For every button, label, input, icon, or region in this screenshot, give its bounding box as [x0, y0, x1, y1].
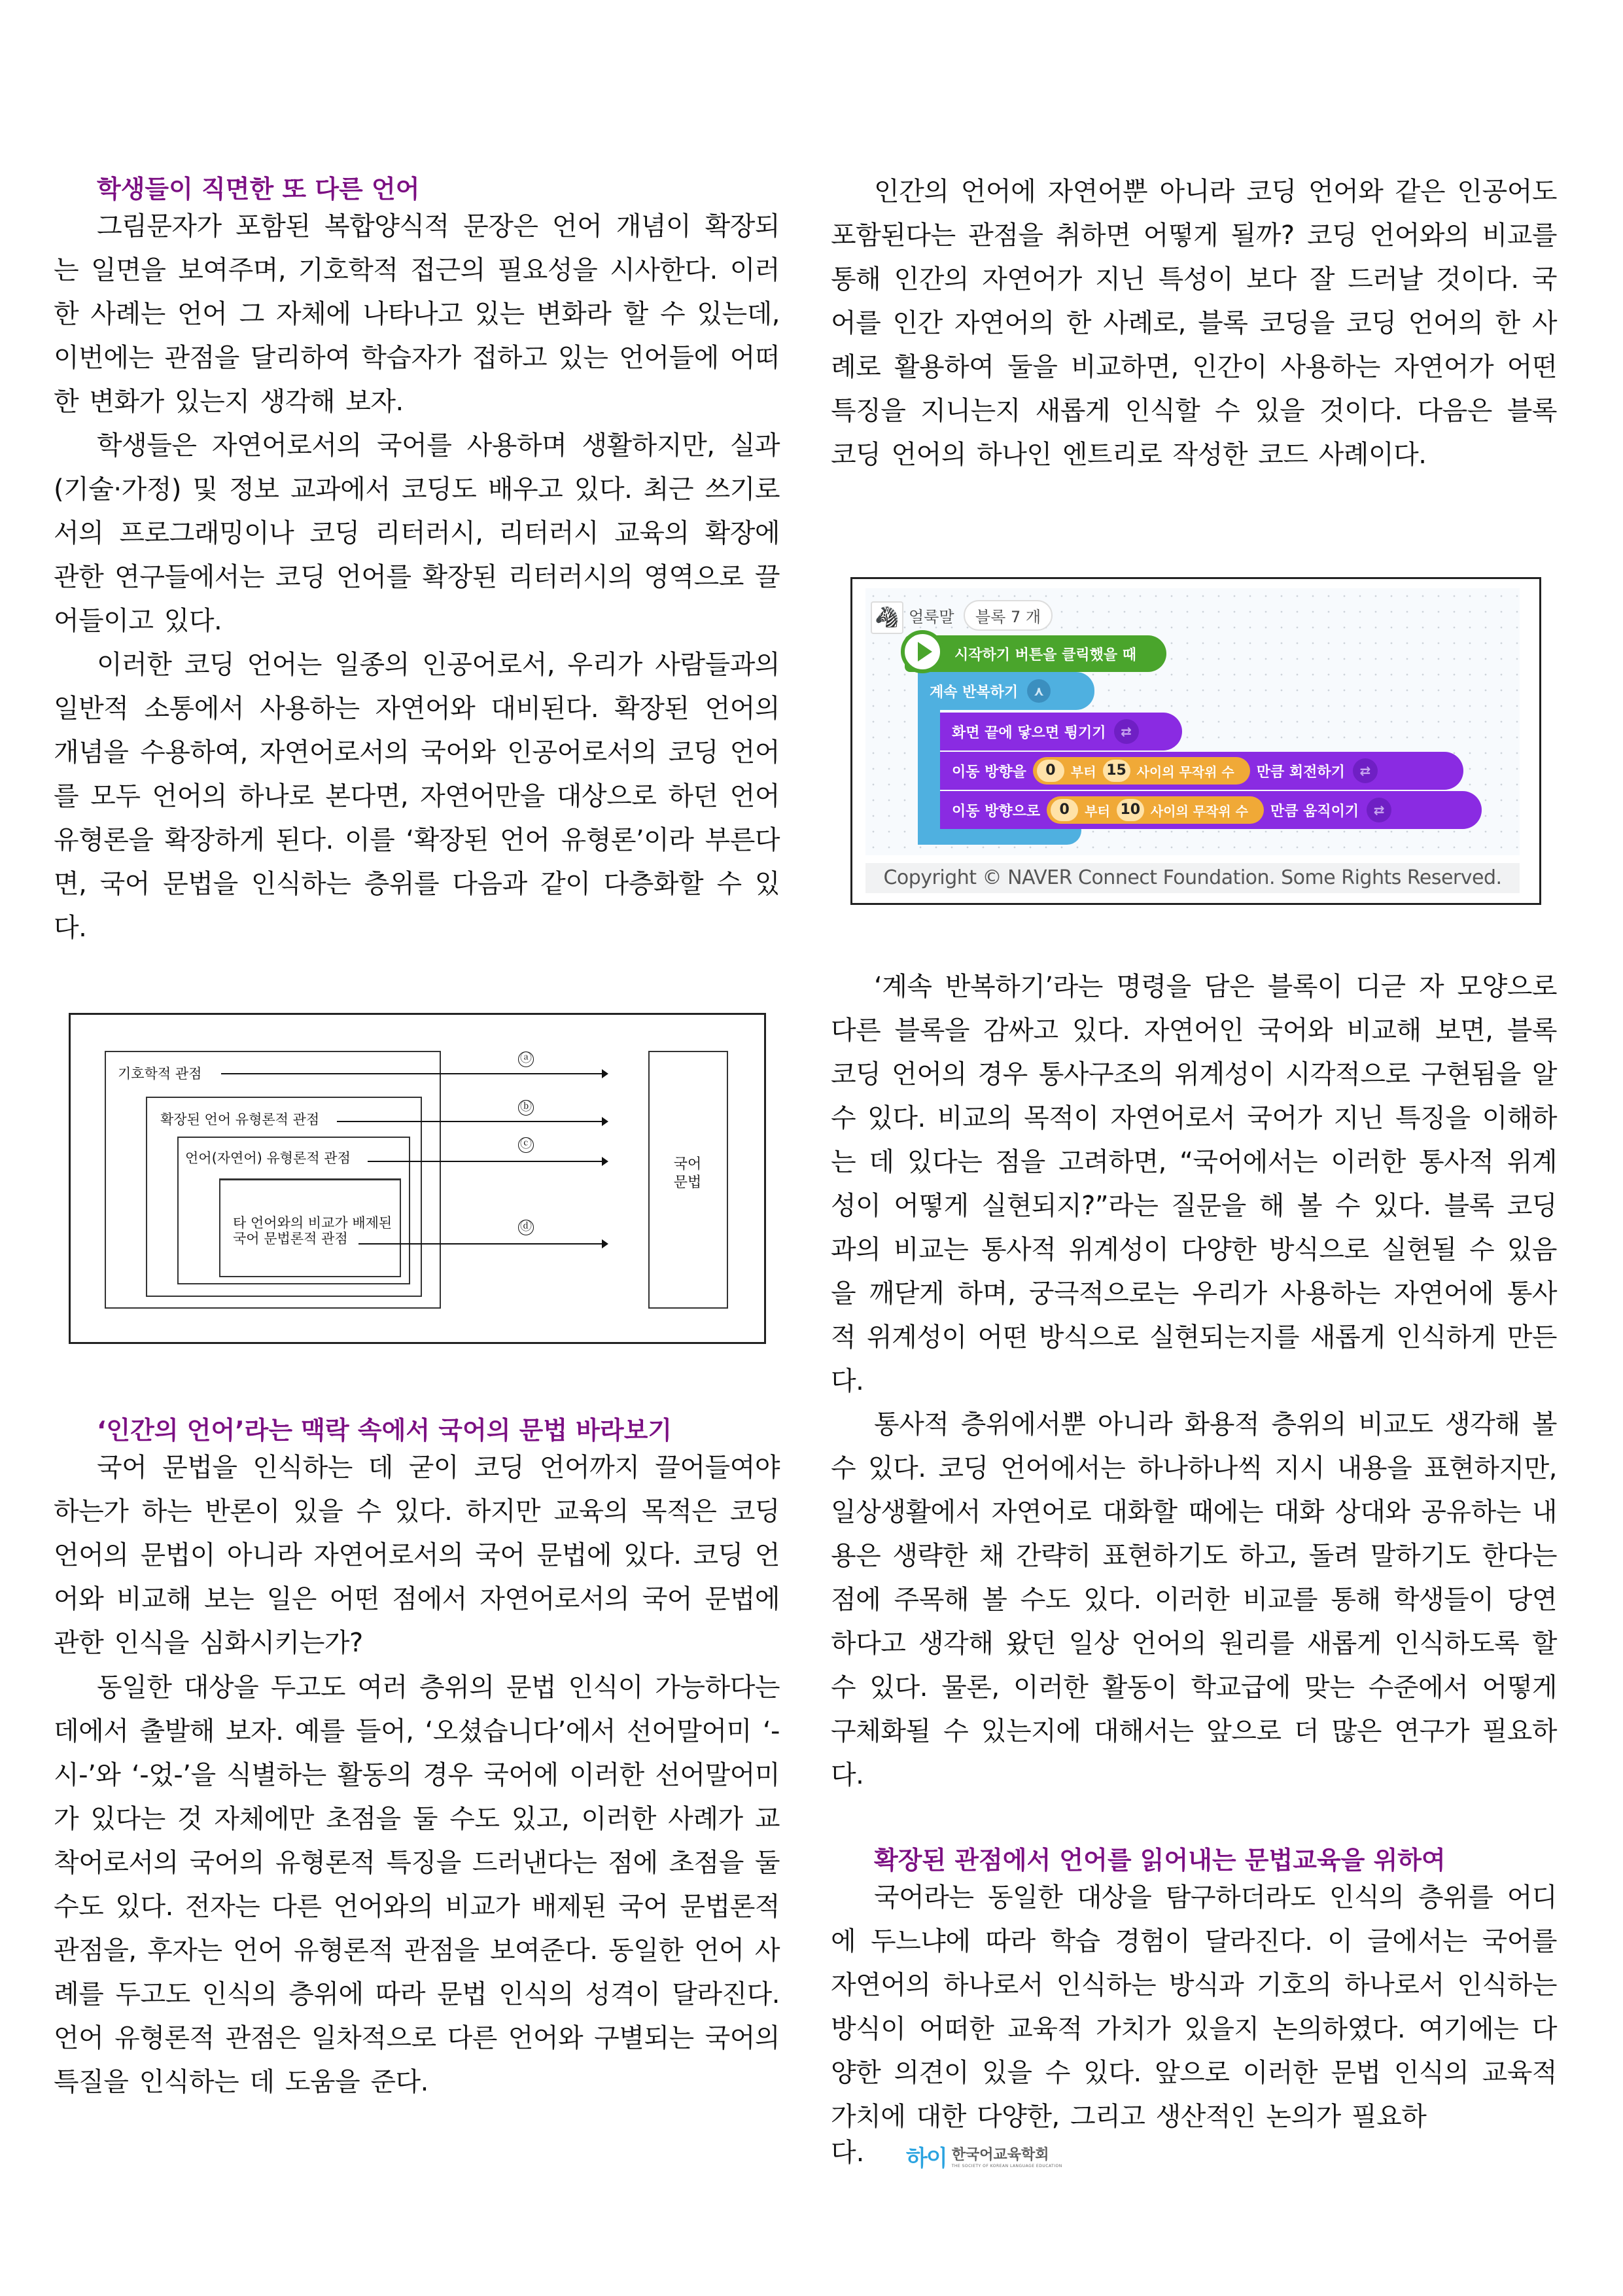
paragraph: 그림문자가 포함된 복합양식적 문장은 언어 개념이 확장되는 일면을 보여주며, 기호학적 접근의 필요성을 시사한다. 이러한 사례는 언어 그 자체에 나타나고 있는 변화라 할 수 있는데, 이번에는 관점을 달리하여 학습자가 접하고 있는 언어들에 어떠한 변화가 있는지 생각해 보자. — [54, 211, 780, 417]
layer-label-extended-typology: 확장된 언어 유형론적 관점 — [160, 1112, 320, 1127]
section-heading-human-language-context: ‘인간의 언어’라는 맥락 속에서 국어의 문법 바라보기 — [97, 1416, 672, 1445]
paragraph: 국어 문법을 인식하는 데 굳이 코딩 언어까지 끌어들여야 하는가 하는 반론이 있을 수 있다. 하지만 교육의 목적은 코딩 언어의 문법이 아니라 자연어로서의 국어 문법에 있다. 코딩 언어와 비교해 보는 일은 어떤 점에서 자연어로서의 국어 문법에 관한 인식을 심화시키는가? — [54, 1453, 780, 1658]
copyright-notice: Copyright © NAVER Connect Foundation. Some Rights Reserved. — [865, 863, 1520, 893]
paragraph-tail: 다. — [831, 2138, 865, 2168]
random-number-operator — [1033, 757, 1250, 785]
random-to-value: 15 — [1103, 760, 1130, 782]
arrow-a — [221, 1073, 606, 1074]
zebra-sprite-icon: 🦓 — [871, 601, 903, 634]
society-name-english: THE SOCIETY OF KOREAN LANGUAGE EDUCATION — [951, 2164, 1062, 2168]
when-start-clicked-block — [905, 635, 1166, 672]
paragraph: 국어라는 동일한 대상을 탐구하더라도 인식의 층위를 어디에 두느냐에 따라 학습 경험이 달라진다. 이 글에서는 국어를 자연어의 하나로서 인식하는 방식과 기호의 하나로서 인식하는 방식이 어떠한 교육적 가치가 있을지 논의하였다. 여기에는 다양한 의견이 있을 수 있다. 앞으로 이러한 문법 인식의 교육적 가치에 대한 다양한, 그리고 생산적인 논의가 필요하 — [831, 1882, 1557, 2132]
paragraph: 통사적 층위에서뿐 아니라 화용적 층위의 비교도 생각해 볼 수 있다. 코딩 언어에서는 하나하나씩 지시 내용을 표현하지만, 일상생활에서 자연어로 대화할 때에는 대화 상대와 공유하는 내용은 생략한 채 간략히 표현하기도 하고, 돌려 말하기도 한다는 점에 주목해 볼 수도 있다. 이러한 비교를 통해 학생들이 당연하다고 생각해 왔던 일상 언어의 원리를 새롭게 인식하도록 할 수 있다. 물론, 이러한 활동이 학교급에 맞는 수준에서 어떻게 구체화될 수 있는지에 대해서는 앞으로 더 많은 연구가 필요하다. — [831, 1409, 1557, 1790]
arrow-label-d: ⓓ — [518, 1220, 534, 1235]
move-random-block — [940, 791, 1482, 829]
turn-prefix: 이동 방향을 — [952, 764, 1026, 781]
target-label-line2: 문법 — [673, 1174, 702, 1191]
section-heading-students-languages: 학생들이 직면한 또 다른 언어 — [97, 175, 420, 203]
flow-icon: ⋏ — [1027, 679, 1051, 703]
paragraph: 학생들은 자연어로서의 국어를 사용하며 생활하지만, 실과(기술·가정) 및 정보 교과에서 코딩도 배우고 있다. 최근 쓰기로서의 프로그래밍이나 코딩 리터러시, 리터러시 교육의 확장에 관한 연구들에서는 코딩 언어를 확장된 리터러시의 영역으로 끌어들이고 있다. — [54, 431, 780, 636]
random-from-value: 0 — [1037, 760, 1064, 782]
from-label: 부터 — [1085, 803, 1110, 819]
sprite-name: 얼룩말 — [909, 608, 954, 626]
arrow-label-c: ⓒ — [518, 1137, 534, 1153]
society-logo-mark-icon: 하이 — [906, 2145, 947, 2172]
block-count-badge: 블록 7 개 — [964, 600, 1053, 631]
bounce-block-label: 화면 끝에 닿으면 튕기기 — [952, 724, 1106, 741]
random-to-value: 10 — [1117, 799, 1144, 821]
layer-label-grammar-only-1: 타 언어와의 비교가 배제된 — [233, 1215, 393, 1231]
move-suffix: 만큼 움직이기 — [1270, 803, 1359, 820]
loop-forever-label: 계속 반복하기 — [930, 684, 1019, 701]
layer-label-semiotic: 기호학적 관점 — [118, 1066, 202, 1082]
random-from-value: 0 — [1051, 799, 1078, 821]
arrow-c — [368, 1161, 606, 1162]
start-block-label: 시작하기 버튼을 클릭했을 때 — [954, 646, 1137, 663]
motion-swap-icon: ⇄ — [1367, 798, 1391, 822]
rotate-random-block — [940, 752, 1463, 790]
layer-label-natural-typology: 언어(자연어) 유형론적 관점 — [185, 1150, 351, 1166]
arrow-d — [358, 1243, 606, 1245]
society-name-korean: 한국어교육학회 — [951, 2147, 1049, 2163]
loop-forever-block — [918, 672, 1094, 710]
entry-code-figure — [850, 577, 1541, 905]
paragraph: 동일한 대상을 두고도 여러 층위의 문법 인식이 가능하다는 데에서 출발해 보자. 예를 들어, ‘오셨습니다’에서 선어말어미 ‘-시-’와 ‘-었-’을 식별하는 활동의 경우 국어에 이러한 선어말어미가 있다는 것 자체에만 초점을 둘 수도 있고, 이러한 사례가 교착어로서의 국어의 유형론적 특징을 드러낸다는 점에 초점을 둘 수도 있다. 전자는 다른 언어와의 비교가 배제된 국어 문법론적 관점을, 후자는 언어 유형론적 관점을 보여준다. 동일한 언어 사례를 두고도 인식의 층위에 따라 문법 인식의 성격이 달라진다. 언어 유형론적 관점은 일차적으로 다른 언어와 구별되는 국어의 특질을 인식하는 데 도움을 준다. — [54, 1672, 780, 2097]
turn-suffix: 만큼 회전하기 — [1256, 764, 1345, 781]
bounce-on-edge-block — [940, 713, 1182, 751]
arrow-label-b: ⓑ — [518, 1100, 534, 1116]
play-icon — [901, 630, 944, 673]
paragraph: ‘계속 반복하기’라는 명령을 담은 블록이 디귿 자 모양으로 다른 블록을 감싸고 있다. 자연어인 국어와 비교해 보면, 블록 코딩 언어의 경우 통사구조의 위계성이 시각적으로 구현됨을 알 수 있다. 비교의 목적이 자연어로서 국어가 지닌 특징을 이해하는 데 있다는 점을 고려하면, “국어에서는 이러한 통사적 위계성이 어떻게 실현되지?”라는 질문을 해 볼 수 있다. 블록 코딩과의 비교는 통사적 위계성이 다양한 방식으로 실현될 수 있음을 깨닫게 하며, 궁극적으로는 우리가 사용하는 자연어에 통사적 위계성이 어떤 방식으로 실현되는지를 새롭게 인식하게 만든다. — [831, 972, 1557, 1396]
from-label: 부터 — [1070, 764, 1096, 780]
random-label: 사이의 무작위 수 — [1136, 764, 1234, 780]
code-canvas — [865, 588, 1520, 855]
move-prefix: 이동 방향으로 — [952, 803, 1041, 820]
section-heading-extended-perspective: 확장된 관점에서 언어를 읽어내는 문법교육을 위하여 — [874, 1846, 1446, 1875]
paragraph: 인간의 언어에 자연어뿐 아니라 코딩 언어와 같은 인공어도 포함된다는 관점을 취하면 어떻게 될까? 코딩 언어와의 비교를 통해 인간의 자연어가 지닌 특성이 보다 잘 드러날 것이다. 국어를 인간 자연어의 한 사례로, 블록 코딩을 코딩 언어의 한 사례로 활용하여 둘을 비교하면, 인간이 사용하는 자연어가 어떤 특징을 지니는지 새롭게 인식할 수 있을 것이다. 다음은 블록 코딩 언어의 하나인 엔트리로 작성한 코드 사례이다. — [831, 177, 1557, 470]
random-number-operator — [1047, 796, 1264, 824]
target-label-line1: 국어 — [673, 1156, 702, 1173]
motion-swap-icon: ⇄ — [1353, 758, 1378, 783]
arrow-label-a: ⓐ — [518, 1051, 534, 1067]
motion-swap-icon: ⇄ — [1114, 719, 1139, 744]
random-label: 사이의 무작위 수 — [1150, 803, 1248, 819]
layer-label-grammar-only-2: 국어 문법론적 관점 — [233, 1231, 348, 1246]
society-logo — [906, 2140, 1062, 2172]
grammar-perception-layers-diagram — [69, 1013, 766, 1344]
paragraph: 이러한 코딩 언어는 일종의 인공어로서, 우리가 사람들과의 일반적 소통에서 사용하는 자연어와 대비된다. 확장된 언어의 개념을 수용하여, 자연어로서의 국어와 인공어로서의 코딩 언어를 모두 언어의 하나로 본다면, 자연어만을 대상으로 하던 언어 유형론을 확장하게 된다. 이를 ‘확장된 언어 유형론’이라 부른다면, 국어 문법을 인식하는 층위를 다음과 같이 다층화할 수 있다. — [54, 650, 780, 943]
arrow-b — [337, 1121, 606, 1122]
